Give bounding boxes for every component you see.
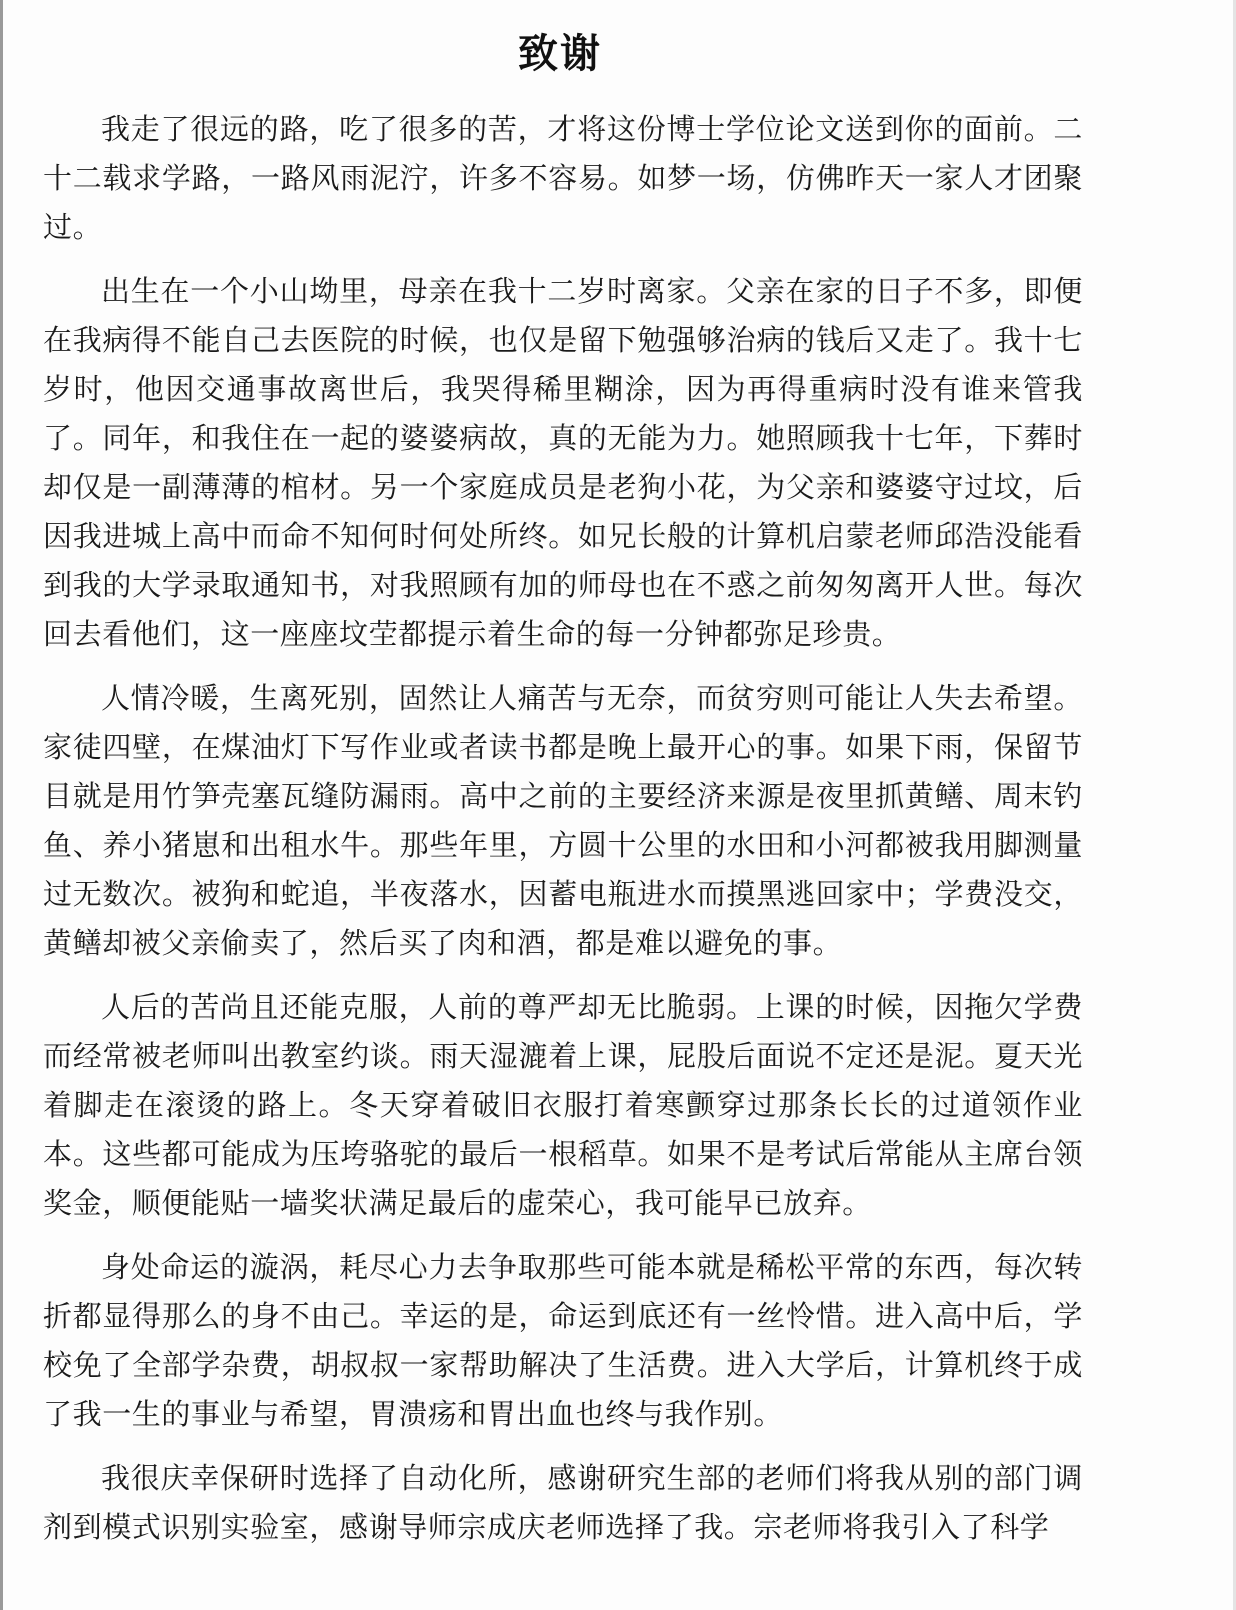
paragraph-5: 身处命运的漩涡，耗尽心力去争取那些可能本就是稀松平常的东西，每次转折都显得那么的身不由己。幸运的是，命运到底还有一丝怜惜。进入高中后，学校免了全部学杂费，胡叔叔一家帮助解决了生活费。进入大学后，计算机终于成了我一生的事业与希望，胃溃疡和胃出血也终与我作别。 [43,1250,1083,1431]
paragraph-3: 人情冷暖，生离死别，固然让人痛苦与无奈，而贫穷则可能让人失去希望。家徒四壁，在煤油灯下写作业或者读书都是晚上最开心的事。如果下雨，保留节目就是用竹笋壳塞瓦缝防漏雨。高中之前的主要经济来源是夜里抓黄鳝、周末钓鱼、养小猪崽和出租水牛。那些年里，方圆十公里的水田和小河都被我用脚测量过无数次。被狗和蛇追，半夜落水，因蓄电瓶进水而摸黑逃回家中；学费没交，黄鳝却被父亲偷卖了，然后买了肉和酒，都是难以避免的事。 [43,681,1083,960]
paragraph-4: 人后的苦尚且还能克服，人前的尊严却无比脆弱。上课的时候，因拖欠学费而经常被老师叫出教室约谈。雨天湿漉着上课，屁股后面说不定还是泥。夏天光着脚走在滚烫的路上。冬天穿着破旧衣服打着寒颤穿过那条长长的过道领作业本。这些都可能成为压垮骆驼的最后一根稻草。如果不是考试后常能从主席台领奖金，顺便能贴一墙奖状满足最后的虚荣心，我可能早已放弃。 [43,990,1083,1220]
paragraph-2: 出生在一个小山坳里，母亲在我十二岁时离家。父亲在家的日子不多，即便在我病得不能自己去医院的时候，也仅是留下勉强够治病的钱后又走了。我十七岁时，他因交通事故离世后，我哭得稀里糊涂，因为再得重病时没有谁来管我了。同年，和我住在一起的婆婆病故，真的无能为力。她照顾我十七年，下葬时却仅是一副薄薄的棺材。另一个家庭成员是老狗小花，为父亲和婆婆守过坟，后因我进城上高中而命不知何时何处所终。如兄长般的计算机启蒙老师邱浩没能看到我的大学录取通知书，对我照顾有加的师母也在不惑之前匆匆离开人世。每次回去看他们，这一座座坟茔都提示着生命的每一分钟都弥足珍贵。 [43,274,1083,651]
paragraph-1: 我走了很远的路，吃了很多的苦，才将这份博士学位论文送到你的面前。二十二载求学路，一路风雨泥泞，许多不容易。如梦一场，仿佛昨天一家人才团聚过。 [43,112,1083,244]
page-left-border [0,0,3,1610]
paragraph-6: 我很庆幸保研时选择了自动化所，感谢研究生部的老师们将我从别的部门调剂到模式识别实验室，感谢导师宗成庆老师选择了我。宗老师将我引入了科学 [43,1461,1083,1544]
document-body [43,105,1083,1567]
page-title: 致谢 [518,31,602,77]
